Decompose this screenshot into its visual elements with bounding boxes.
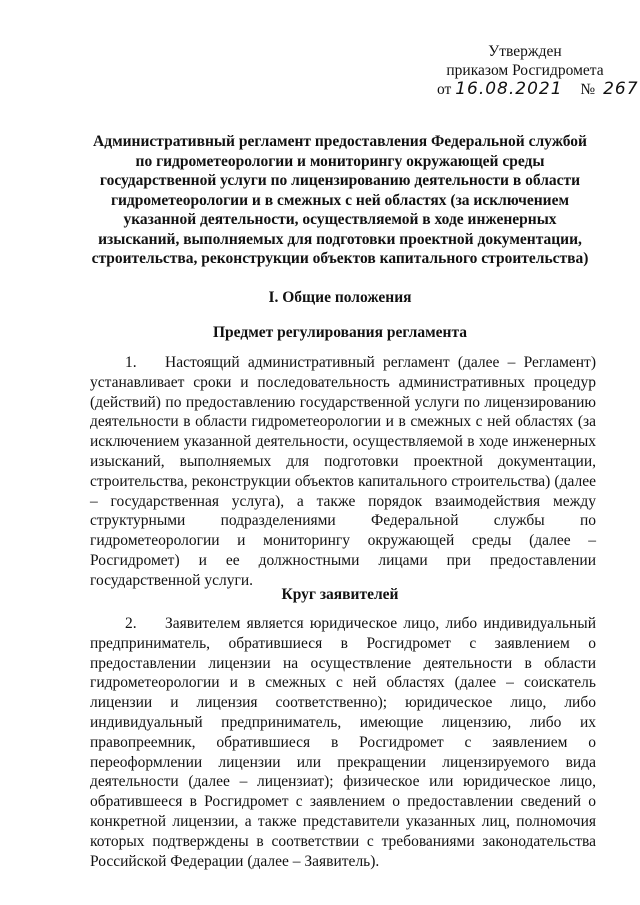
approval-line-order: приказом Росгидромета (446, 62, 604, 79)
subheading-subject: Предмет регулирования регламента (213, 324, 467, 341)
paragraph-1-text: Настоящий административный регламент (далее – Регламент) устанавливает сроки и последовательность административных процедур (действий) по предоставлению государственной услуги по лицензированию деятельности в области гидрометеорологии и в смежных с ней областях (за исключением указанной деятельности, осуществляемой в ходе инженерных изысканий, выполняемых для подготовки проектной документации, строительства, реконструкции объектов капитального строительства) (далее – государственная услуга), а также порядок взаимодействия между структурными подразделениями Федеральной службы по гидрометеорологии и мониторингу окружающей среды (далее – Росгидромет) и ее должностными лицами при предоставлении государственной услуги. (90, 354, 596, 589)
subheading-applicants: Круг заявителей (281, 586, 399, 603)
document-title: Административный регламент предоставления Федеральной службой по гидрометеорологии и мониторингу окружающей среды государственной услуги по лицензированию деятельности в области гидрометеорологии и в смежных с ней областях (за исключением указанной деятельности, осуществляемой в ходе инженерных изысканий, выполняемых для подготовки проектной документации, строительства, реконструкции объектов капитального строительства) (91, 133, 589, 267)
handwritten-number: 267 (603, 79, 639, 99)
approval-date-number (425, 79, 639, 99)
paragraph-2-number: 2. (125, 615, 137, 632)
approval-stamp (425, 42, 639, 99)
paragraph-2 (90, 614, 596, 871)
paragraph-1 (90, 353, 596, 591)
handwritten-date: 16.08.2021 (455, 79, 563, 99)
paragraph-2-text: Заявителем является юридическое лицо, либо индивидуальный предприниматель, обратившиеся в Росгидромет с заявлением о предоставлении лицензии на осуществление деятельности в области гидрометеорологии и в смежных с ней областях (далее – соискатель лицензии и лицензия соответственно); юридическое лицо, либо индивидуальный предприниматель, имеющие лицензию, либо их правопреемник, обратившиеся в Росгидромет с заявлением о переоформлении лицензии или прекращении лицензируемого вида деятельности (далее – лицензиат); физическое или юридическое лицо, обратившееся в Росгидромет с заявлением о предоставлении сведений о конкретной лицензии, а также представители указанных лиц, полномочия которых подтверждены в соответствии с требованиями законодательства Российской Федерации (далее – Заявитель). (90, 615, 596, 870)
section-heading: I. Общие положения (268, 289, 412, 306)
paragraph-1-number: 1. (125, 354, 137, 371)
approval-number-label: № (580, 81, 596, 98)
approval-date-prefix: от (437, 81, 452, 98)
approval-line-approved: Утвержден (488, 43, 562, 60)
